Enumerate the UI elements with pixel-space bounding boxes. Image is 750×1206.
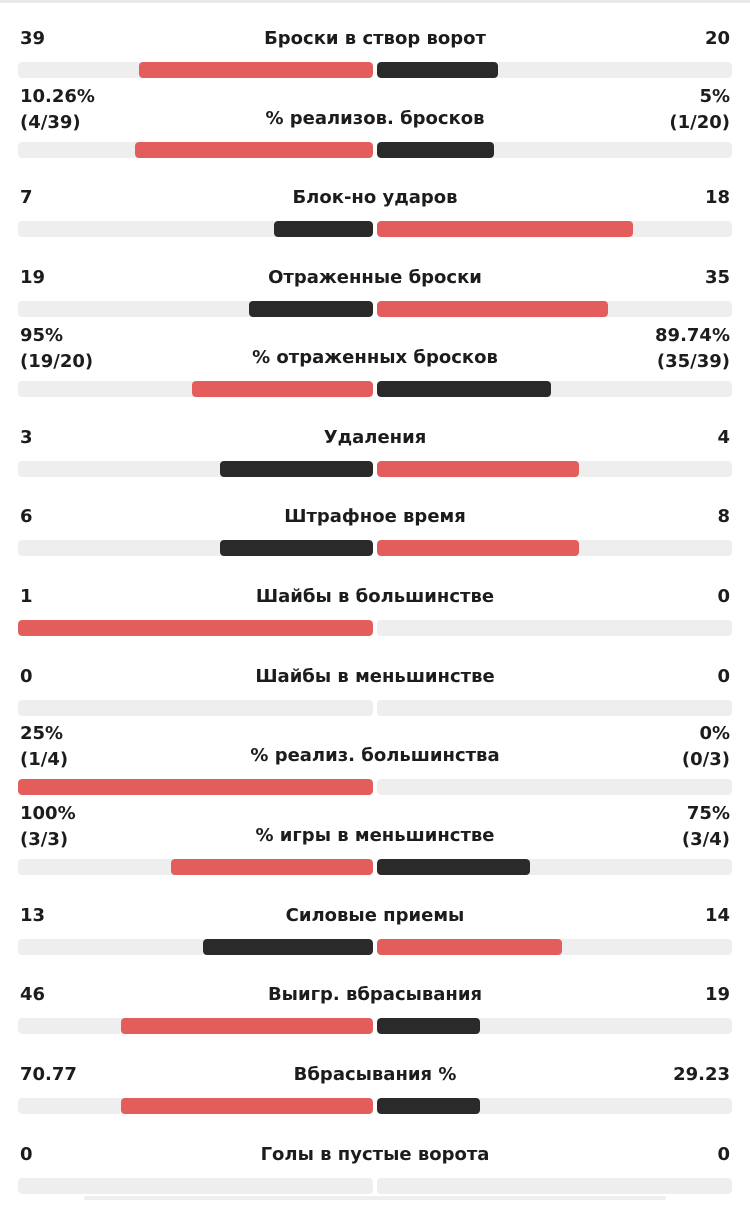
- stat-row: [0, 10, 750, 90]
- stat-home-bar-fill: [121, 1018, 373, 1034]
- stat-home-value-main: 39: [20, 28, 46, 49]
- stat-label: % отраженных бросков: [252, 346, 498, 368]
- stat-home-value-main: 25%: [20, 723, 64, 745]
- stat-away-bar-track: [377, 859, 732, 875]
- stat-away-bar-fill: [377, 540, 579, 556]
- stat-label: Блок-но ударов: [292, 187, 458, 209]
- stat-home-value-main: 10.26%: [20, 85, 95, 107]
- stat-away-bar-track: [377, 540, 732, 556]
- stat-away-value-main: 14: [704, 904, 730, 926]
- stat-away-value-main: 0%: [699, 723, 730, 745]
- stat-label: Выигр. вбрасывания: [267, 984, 483, 1006]
- stat-home-value: [20, 801, 76, 853]
- stat-away-bar-fill: [377, 1018, 480, 1034]
- stat-away-bar-fill: [377, 62, 498, 78]
- stat-home-value: [20, 187, 33, 209]
- stat-row: [0, 324, 750, 409]
- stat-away-value-detail: (0/3): [681, 749, 730, 771]
- stat-away-value: [673, 1064, 730, 1086]
- stat-away-bar-track: [377, 381, 732, 397]
- stat-away-value-main: 4: [717, 426, 730, 448]
- stat-away-bar-fill: [377, 1098, 480, 1114]
- stat-label: Отраженные броски: [268, 267, 482, 289]
- stat-away-value: [717, 666, 730, 688]
- stat-away-bar-track: [377, 939, 732, 955]
- stat-home-value-main: 3: [20, 426, 33, 448]
- stat-home-value-main: 70.77: [20, 1064, 77, 1086]
- stat-home-bar-fill: [220, 540, 373, 556]
- stat-row: [0, 723, 750, 807]
- stat-home-value: [20, 666, 33, 688]
- stat-home-value-main: 0: [20, 665, 33, 687]
- stat-away-value-main: 0: [717, 665, 730, 687]
- stat-home-bar-fill: [192, 381, 373, 397]
- stat-home-value: [20, 586, 33, 608]
- stat-home-value: [20, 84, 95, 136]
- stat-home-value: [20, 905, 45, 927]
- stat-away-value-main: 29.23: [673, 1064, 730, 1086]
- stat-home-bar-track: [18, 1178, 373, 1194]
- stat-label: Голы в пустые ворота: [260, 1143, 490, 1165]
- stat-label: Шайбы в меньшинстве: [255, 665, 495, 687]
- stat-away-bar-track: [377, 1098, 732, 1114]
- stat-row: [0, 887, 750, 967]
- stat-label: Шайбы в большинстве: [255, 585, 495, 607]
- stat-home-bar-track: [18, 301, 373, 317]
- stat-home-value: [20, 506, 33, 528]
- stat-away-value: [705, 267, 730, 289]
- stat-away-value: [705, 984, 730, 1006]
- stat-away-value: [669, 84, 730, 136]
- stat-away-value: [705, 28, 730, 50]
- stat-row: [0, 409, 750, 489]
- stat-home-bar-track: [18, 1018, 373, 1034]
- stat-away-value: [705, 187, 730, 209]
- stat-home-value-main: 95%: [20, 324, 64, 346]
- stat-away-bar-fill: [377, 461, 579, 477]
- stat-away-bar-fill: [377, 939, 562, 955]
- stat-away-value: [682, 721, 730, 773]
- stat-row: [0, 488, 750, 568]
- stat-away-bar-track: [377, 1018, 732, 1034]
- stat-row: [0, 966, 750, 1046]
- stat-home-bar-track: [18, 939, 373, 955]
- stat-home-bar-track: [18, 62, 373, 78]
- stat-row: [0, 1126, 750, 1206]
- stat-away-bar-fill: [377, 221, 633, 237]
- stat-label: % реализов. бросков: [265, 107, 485, 129]
- stat-home-bar-track: [18, 540, 373, 556]
- stat-home-bar-track: [18, 1098, 373, 1114]
- stat-away-value: [682, 801, 730, 853]
- stat-home-bar-fill: [274, 221, 373, 237]
- stat-label: Броски в створ ворот: [264, 28, 486, 49]
- stat-label: Штрафное время: [284, 506, 466, 528]
- stat-away-bar-track: [377, 62, 732, 78]
- stat-label: % реализ. большинства: [250, 745, 500, 767]
- stat-home-value-main: 13: [20, 904, 46, 926]
- stat-away-value-main: 8: [717, 506, 730, 528]
- stat-away-bar-track: [377, 301, 732, 317]
- stat-label: Удаления: [323, 426, 427, 448]
- stat-away-bar-track: [377, 221, 732, 237]
- stat-row: [0, 648, 750, 728]
- stat-away-bar-track: [377, 461, 732, 477]
- stat-row: [0, 169, 750, 249]
- stat-away-value: [705, 905, 730, 927]
- stat-away-bar-track: [377, 1178, 732, 1194]
- stat-home-bar-track: [18, 461, 373, 477]
- stat-home-bar-fill: [135, 142, 373, 158]
- stat-row: [0, 568, 750, 648]
- stat-home-bar-fill: [18, 779, 373, 795]
- stat-away-value-main: 5%: [699, 85, 730, 107]
- bottom-divider: [84, 1196, 666, 1200]
- stat-away-value-main: 0: [717, 585, 730, 607]
- stat-home-value: [20, 984, 45, 1006]
- stat-away-bar-track: [377, 142, 732, 158]
- stat-row: [0, 249, 750, 329]
- stat-away-value-main: 19: [704, 984, 730, 1006]
- stat-away-value: [717, 506, 730, 528]
- stat-away-bar-fill: [377, 142, 494, 158]
- stat-home-value: [20, 1144, 33, 1166]
- stat-away-value: [717, 427, 730, 449]
- stat-home-bar-fill: [139, 62, 373, 78]
- stat-away-value-main: 20: [704, 28, 730, 49]
- stat-away-value-main: 89.74%: [655, 324, 730, 346]
- stat-home-value: [20, 267, 45, 289]
- stat-home-bar-fill: [220, 461, 373, 477]
- stat-away-value-main: 0: [717, 1143, 730, 1165]
- stat-home-bar-track: [18, 381, 373, 397]
- stat-away-bar-fill: [377, 301, 608, 317]
- stat-label: % игры в меньшинстве: [255, 825, 495, 846]
- stat-row: [0, 803, 750, 887]
- stat-home-bar-track: [18, 779, 373, 795]
- stat-home-value-main: 100%: [20, 803, 76, 824]
- stat-home-bar-track: [18, 142, 373, 158]
- stat-away-value-detail: (3/4): [681, 829, 730, 850]
- stat-home-bar-track: [18, 859, 373, 875]
- stat-home-bar-track: [18, 620, 373, 636]
- stat-away-value-detail: (1/20): [669, 111, 730, 133]
- stat-away-bar-track: [377, 700, 732, 716]
- stat-away-value-main: 18: [704, 187, 730, 209]
- stat-home-bar-fill: [203, 939, 373, 955]
- stat-home-value: [20, 721, 68, 773]
- stat-away-value-detail: (35/39): [656, 350, 730, 372]
- stat-home-bar-fill: [249, 301, 373, 317]
- stat-home-value-main: 1: [20, 585, 33, 607]
- stat-away-bar-fill: [377, 381, 551, 397]
- stat-home-value-main: 7: [20, 187, 33, 209]
- stat-away-value: [655, 323, 730, 375]
- stat-home-value: [20, 1064, 77, 1086]
- stat-label: Вбрасывания %: [293, 1064, 457, 1086]
- stat-home-value-detail: (19/20): [20, 350, 94, 372]
- stat-away-bar-track: [377, 620, 732, 636]
- stat-away-value-main: 35: [704, 267, 730, 289]
- stat-label: Силовые приемы: [285, 904, 465, 926]
- stat-home-value-main: 6: [20, 506, 33, 528]
- stat-away-bar-fill: [377, 859, 530, 875]
- stat-home-bar-track: [18, 700, 373, 716]
- stat-home-bar-fill: [18, 620, 373, 636]
- stat-home-value-main: 0: [20, 1143, 33, 1165]
- stat-row: [0, 85, 750, 170]
- stat-row: [0, 1046, 750, 1126]
- stat-home-bar-fill: [121, 1098, 373, 1114]
- stat-home-bar-track: [18, 221, 373, 237]
- stat-away-value-main: 75%: [686, 803, 730, 824]
- stat-away-value: [717, 586, 730, 608]
- stat-home-bar-fill: [171, 859, 373, 875]
- stat-home-value-detail: (1/4): [20, 749, 69, 771]
- stat-away-value: [717, 1144, 730, 1166]
- stat-home-value-main: 19: [20, 267, 46, 289]
- stat-home-value: [20, 323, 93, 375]
- stat-home-value: [20, 28, 45, 50]
- stat-home-value-detail: (4/39): [20, 111, 81, 133]
- stat-away-bar-track: [377, 779, 732, 795]
- stat-home-value-detail: (3/3): [20, 829, 69, 850]
- stat-home-value-main: 46: [20, 984, 46, 1006]
- stat-home-value: [20, 427, 33, 449]
